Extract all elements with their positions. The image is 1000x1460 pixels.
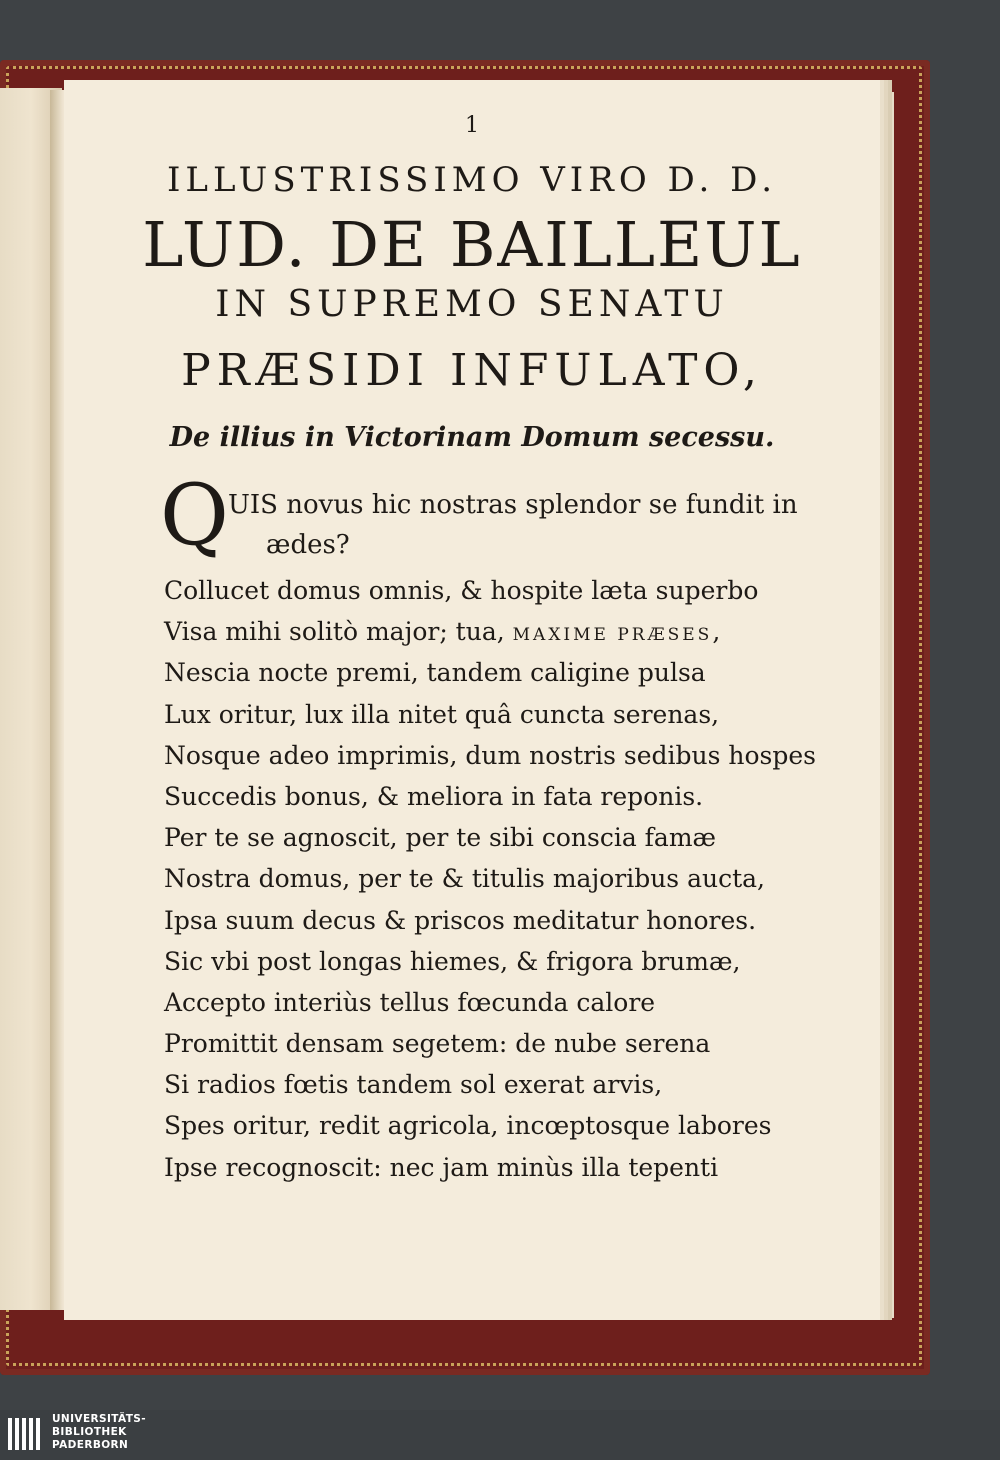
library-name-line-3: PADERBORN xyxy=(52,1439,129,1451)
title-line-3: IN SUPREMO SENATU xyxy=(215,284,729,325)
poem-verses xyxy=(164,570,817,1188)
verse-line: Ipsa suum decus & priscos meditatur honores. xyxy=(164,905,757,935)
verse-line: Collucet domus omnis, & hospite læta superbo xyxy=(164,576,759,605)
small-caps-name: MAXIME PRÆSES xyxy=(512,625,713,646)
verse-line: Nescia nocte premi, tandem caligine pulsa xyxy=(164,658,706,688)
title-line-1: ILLUSTRISSIMO VIRO D. D. xyxy=(166,160,778,200)
verse-line: Lux oritur, lux illa nitet quâ cuncta serenas, xyxy=(164,699,720,729)
verse-line: Succedis bonus, & meliora in fata reponis. xyxy=(164,781,704,811)
verse-line: Per te se agnoscit, per te sibi conscia famæ xyxy=(164,823,717,853)
verse-line: Nosque adeo imprimis, dum nostris sedibus hospes xyxy=(164,740,817,770)
verse-line: Spes oritur, redit agricola, incœptosque labores xyxy=(164,1111,772,1141)
verse-line: Promittit densam segetem: de nube serena xyxy=(164,1029,711,1059)
verse-line: Accepto interiùs tellus fœcunda calore xyxy=(164,987,656,1017)
library-name-line-2: BIBLIOTHEK xyxy=(52,1426,127,1438)
poem-first-line: UIS novus hic nostras splendor se fundit in xyxy=(228,490,798,520)
poem-first-line-continuation: ædes? xyxy=(266,530,350,560)
library-logo-icon xyxy=(6,1414,46,1454)
verse-line: Sic vbi post longas hiemes, & frigora brumæ, xyxy=(164,946,741,976)
title-line-4: PRÆSIDI INFULATO, xyxy=(181,345,763,396)
verse-line: Nostra domus, per te & titulis majoribus aucta, xyxy=(164,864,765,894)
verse-line: Si radios fœtis tandem sol exerat arvis, xyxy=(164,1070,663,1100)
dedication-line: De illius in Victorinam Domum secessu. xyxy=(169,422,775,453)
page-number: 1 xyxy=(465,113,479,138)
library-name-line-1: UNIVERSITÄTS- xyxy=(52,1413,147,1425)
page-stack-edges xyxy=(880,92,894,1318)
verse-line: Visa mihi solitò major; tua, MAXIME PRÆSES, xyxy=(164,617,721,647)
title-line-2: LUD. DE BAILLEUL xyxy=(142,208,802,281)
library-footer xyxy=(0,1410,1000,1460)
drop-cap: Q xyxy=(160,466,229,564)
verse-line: Ipse recognoscit: nec jam minùs illa tepenti xyxy=(164,1152,719,1182)
